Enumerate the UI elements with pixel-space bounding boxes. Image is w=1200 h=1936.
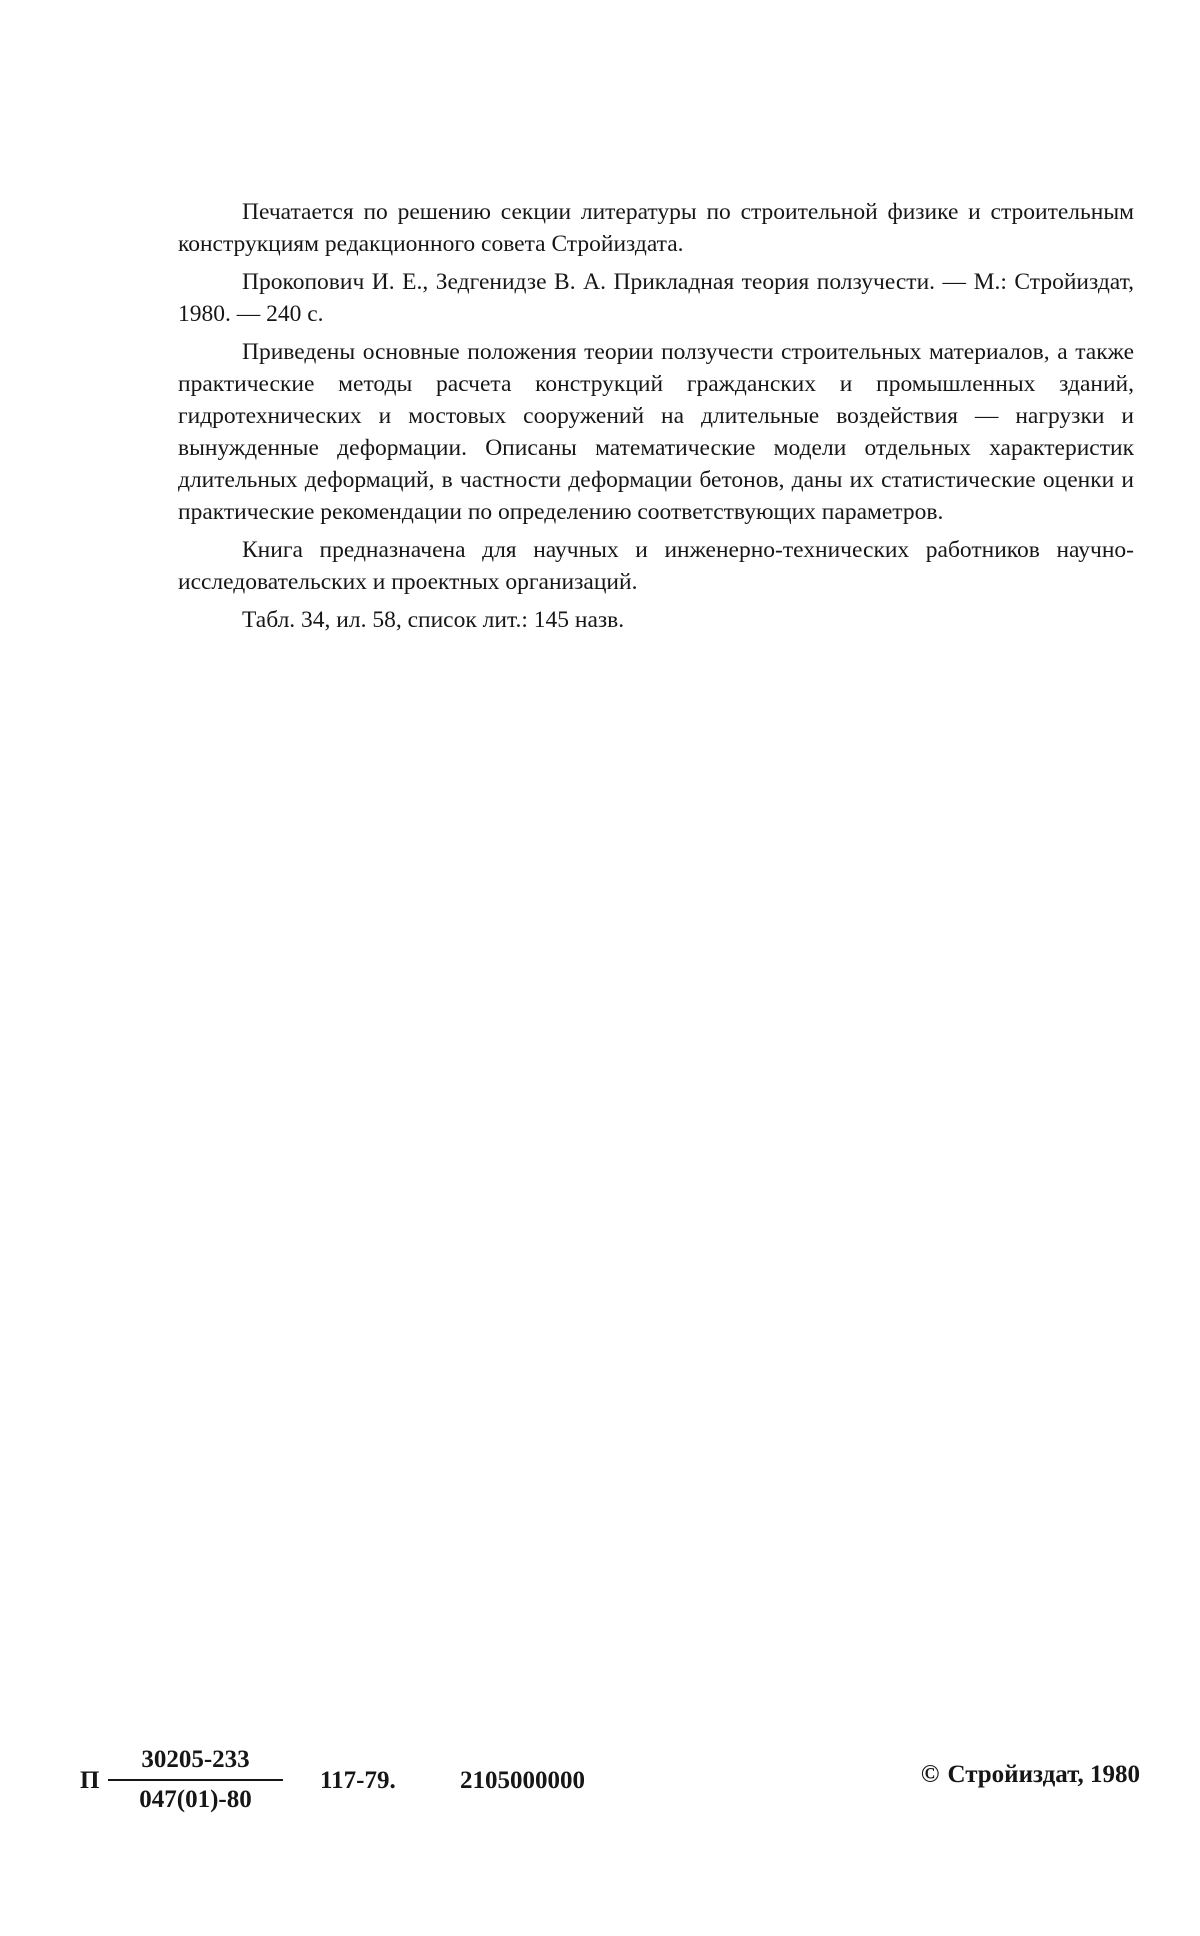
- copyright-icon: ©: [920, 1761, 940, 1788]
- counts-line: Табл. 34, ил. 58, список лит.: 145 назв.: [242, 607, 625, 633]
- copyright: [921, 1761, 1140, 1789]
- index-letter: П: [80, 1767, 100, 1794]
- abstract-block: [178, 196, 1134, 642]
- classification-code: 2105000000: [460, 1767, 585, 1794]
- copyright-text: Стройиздат, 1980: [947, 1761, 1140, 1788]
- plan-code: 117-79.: [320, 1767, 396, 1794]
- audience-paragraph: Книга предназначена для научных и инженерно-технических работников научно-исследовательских и проектных организаций.: [178, 537, 1134, 595]
- index-fraction: [108, 1745, 283, 1815]
- index-denominator: 047(01)-80: [139, 1786, 252, 1813]
- approval-note: Печатается по решению секции литературы по строительной физике и строительным конструкциям редакционного совета Стройиздата.: [178, 199, 1134, 257]
- annotation-paragraph: Приведены основные положения теории ползучести строительных материалов, а также практические методы расчета конструкций гражданских и промышленных зданий, гидротехнических и мостовых сооружений на длительные воздействия — нагрузки и вынужденные деформации. Описаны математические модели отдельных характеристик длительных деформаций, в частности деформации бетонов, даны их статистические оценки и практические рекомендации по определению соответствующих параметров.: [178, 339, 1134, 525]
- imprint-line: [80, 1745, 1140, 1825]
- index-numerator: 30205-233: [141, 1746, 250, 1773]
- fraction-bar: [108, 1779, 283, 1781]
- bibliographic-reference: Прокопович И. Е., Зедгенидзе В. А. Прикладная теория ползучести. — М.: Стройиздат, 1980. — 240 с.: [178, 269, 1134, 327]
